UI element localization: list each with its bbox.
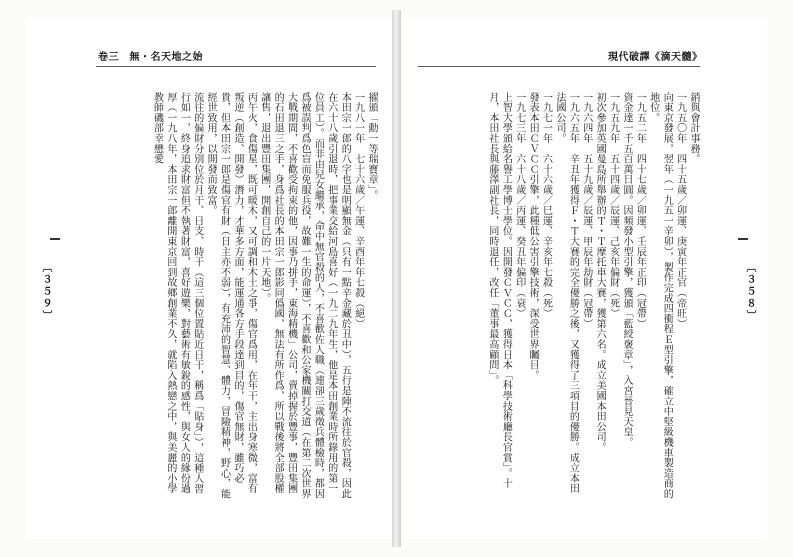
paragraph: 一九六五年 辛丑年獲得Ｆ・Ｔ大賽的完全優勝之後，又獲得了三項目的優勝。成立本田法國公司。: [553, 92, 579, 494]
right-margin-mark: [738, 238, 748, 240]
left-page-number: 〔３５９〕: [40, 262, 51, 322]
paragraph: 一九五二年 四十七歲／卯運、壬辰年正印（冠帶）: [634, 92, 646, 329]
paragraph: 丙午火，食傷星，既可暖木，又可調和木土之爭，傷官爲用，在年干，主出身寒微，富有叛逆（創造、開發）潛力，才華多方面，能運通各方手段達到目的，傷官無財，雖巧必貴，但本田宗一郎是傷官有財（日主亦不弱），有充沛的智慧、體力，冒險精神，野心，能經世致用，以開發而致富。: [205, 92, 257, 499]
left-margin-mark: [50, 238, 60, 240]
left-header-rule: [96, 66, 376, 67]
paragraph: 資金達一千五百萬日圓。因頻發小型引擎，獲頒「藍綬褒章」，入宮晉見天皇。: [620, 92, 632, 448]
right-header-rule: [418, 66, 700, 67]
right-page-number: 〔３５８〕: [744, 262, 755, 322]
left-page-body: [96, 92, 378, 502]
paragraph: 流往的偏財分別位於月干、日支、時干（這三個位置貼近日干，稱爲「貼身」），這種人習行如一，終身追求財富但不執著財富，喜好遊樂，對藝術有敏銳的感性，與女人的緣份過厚（一九八年，本田宗一郎離開東京回到故鄉創業不久，就陷入熱戀之中，與美麗的小學教師磯部幸懋愛: [151, 92, 203, 494]
paragraph: 一九八一年 七十六歲／午運、辛酉年年七殺（絕）: [352, 92, 364, 329]
paragraph: 本田宗一郎的八字也是明顯無金（只有一點辛金藏於丑中），五行是陣不流往於官殺，因此在六十八歲引退時，把事業交給河島喜好（一九二九年生，他是本田創業時所錄用的第一位員工）。而非由兒女繼承，命中無官殺的人，不喜歡佐人職（連卻三歲徵兵體檢時，都因爲被誤判爲色盲而免服兵役，故難一生的命運），不喜歡和公家機關打交道（在第二次世界大戰期間，不喜歡受拘束的他，因事乃拼手，東海精機」公司，賣掉握於豐事，豐田集團的石田退三之手，身爲社長的本田宗一郎影同僞國，無法有所作爲，所以戰後將全部股權讓售，退出豐田集團，開創自己的一片天地）。: [258, 92, 351, 499]
paragraph: 擢頒「勳一等瑞寶章」。: [366, 92, 377, 201]
book-gutter: [392, 10, 401, 547]
paragraph: 一九五九年 五十四歲／辰運、己亥年偏財（死）: [607, 92, 619, 319]
left-running-head: 卷三 無・名天地之始: [98, 52, 203, 63]
paragraph: 一九六四年 五十九歲／辰運、甲辰年劫財（冠帶）: [580, 92, 592, 329]
right-page-body: [418, 92, 700, 502]
paragraph: 上智大學頒給名譽工學博士學位。因開發ＣＶＣＣ，獲得日本「科學技術廳長官賞」。十月，本田社長與藤澤副社長，同時退任，改任「董事最高顧問」。: [486, 92, 512, 489]
paragraph: 一九七一年 六十六歲／巳運、辛亥年七殺（死）: [540, 92, 552, 319]
paragraph: 銷與會計事務。: [688, 92, 699, 165]
paragraph: 一九七三年 六十八歲／丙運、癸丑年偏印（衰）: [513, 92, 525, 319]
paragraph: 發表本田ＣＶＣＣ引擎，此種低公害引擎技術，深受世界矚目。: [527, 92, 539, 381]
paragraph: 初次參加英國曼島所舉辦的Ｔ・Ｔ摩托車大賽，獲第六名。成立美國本田公司。: [594, 92, 606, 453]
paragraph: 向東京發展，翌年（一九五一辛卯），製作完成四衝程Ｅ型引擎，確立中堅級機車製造商的地位。: [647, 92, 673, 499]
right-running-head: 現代破譯《滴天髓》: [608, 52, 703, 63]
paragraph: 一九五〇年 四十五歲／卯運、庚寅年正官（帝旺）: [674, 92, 686, 329]
